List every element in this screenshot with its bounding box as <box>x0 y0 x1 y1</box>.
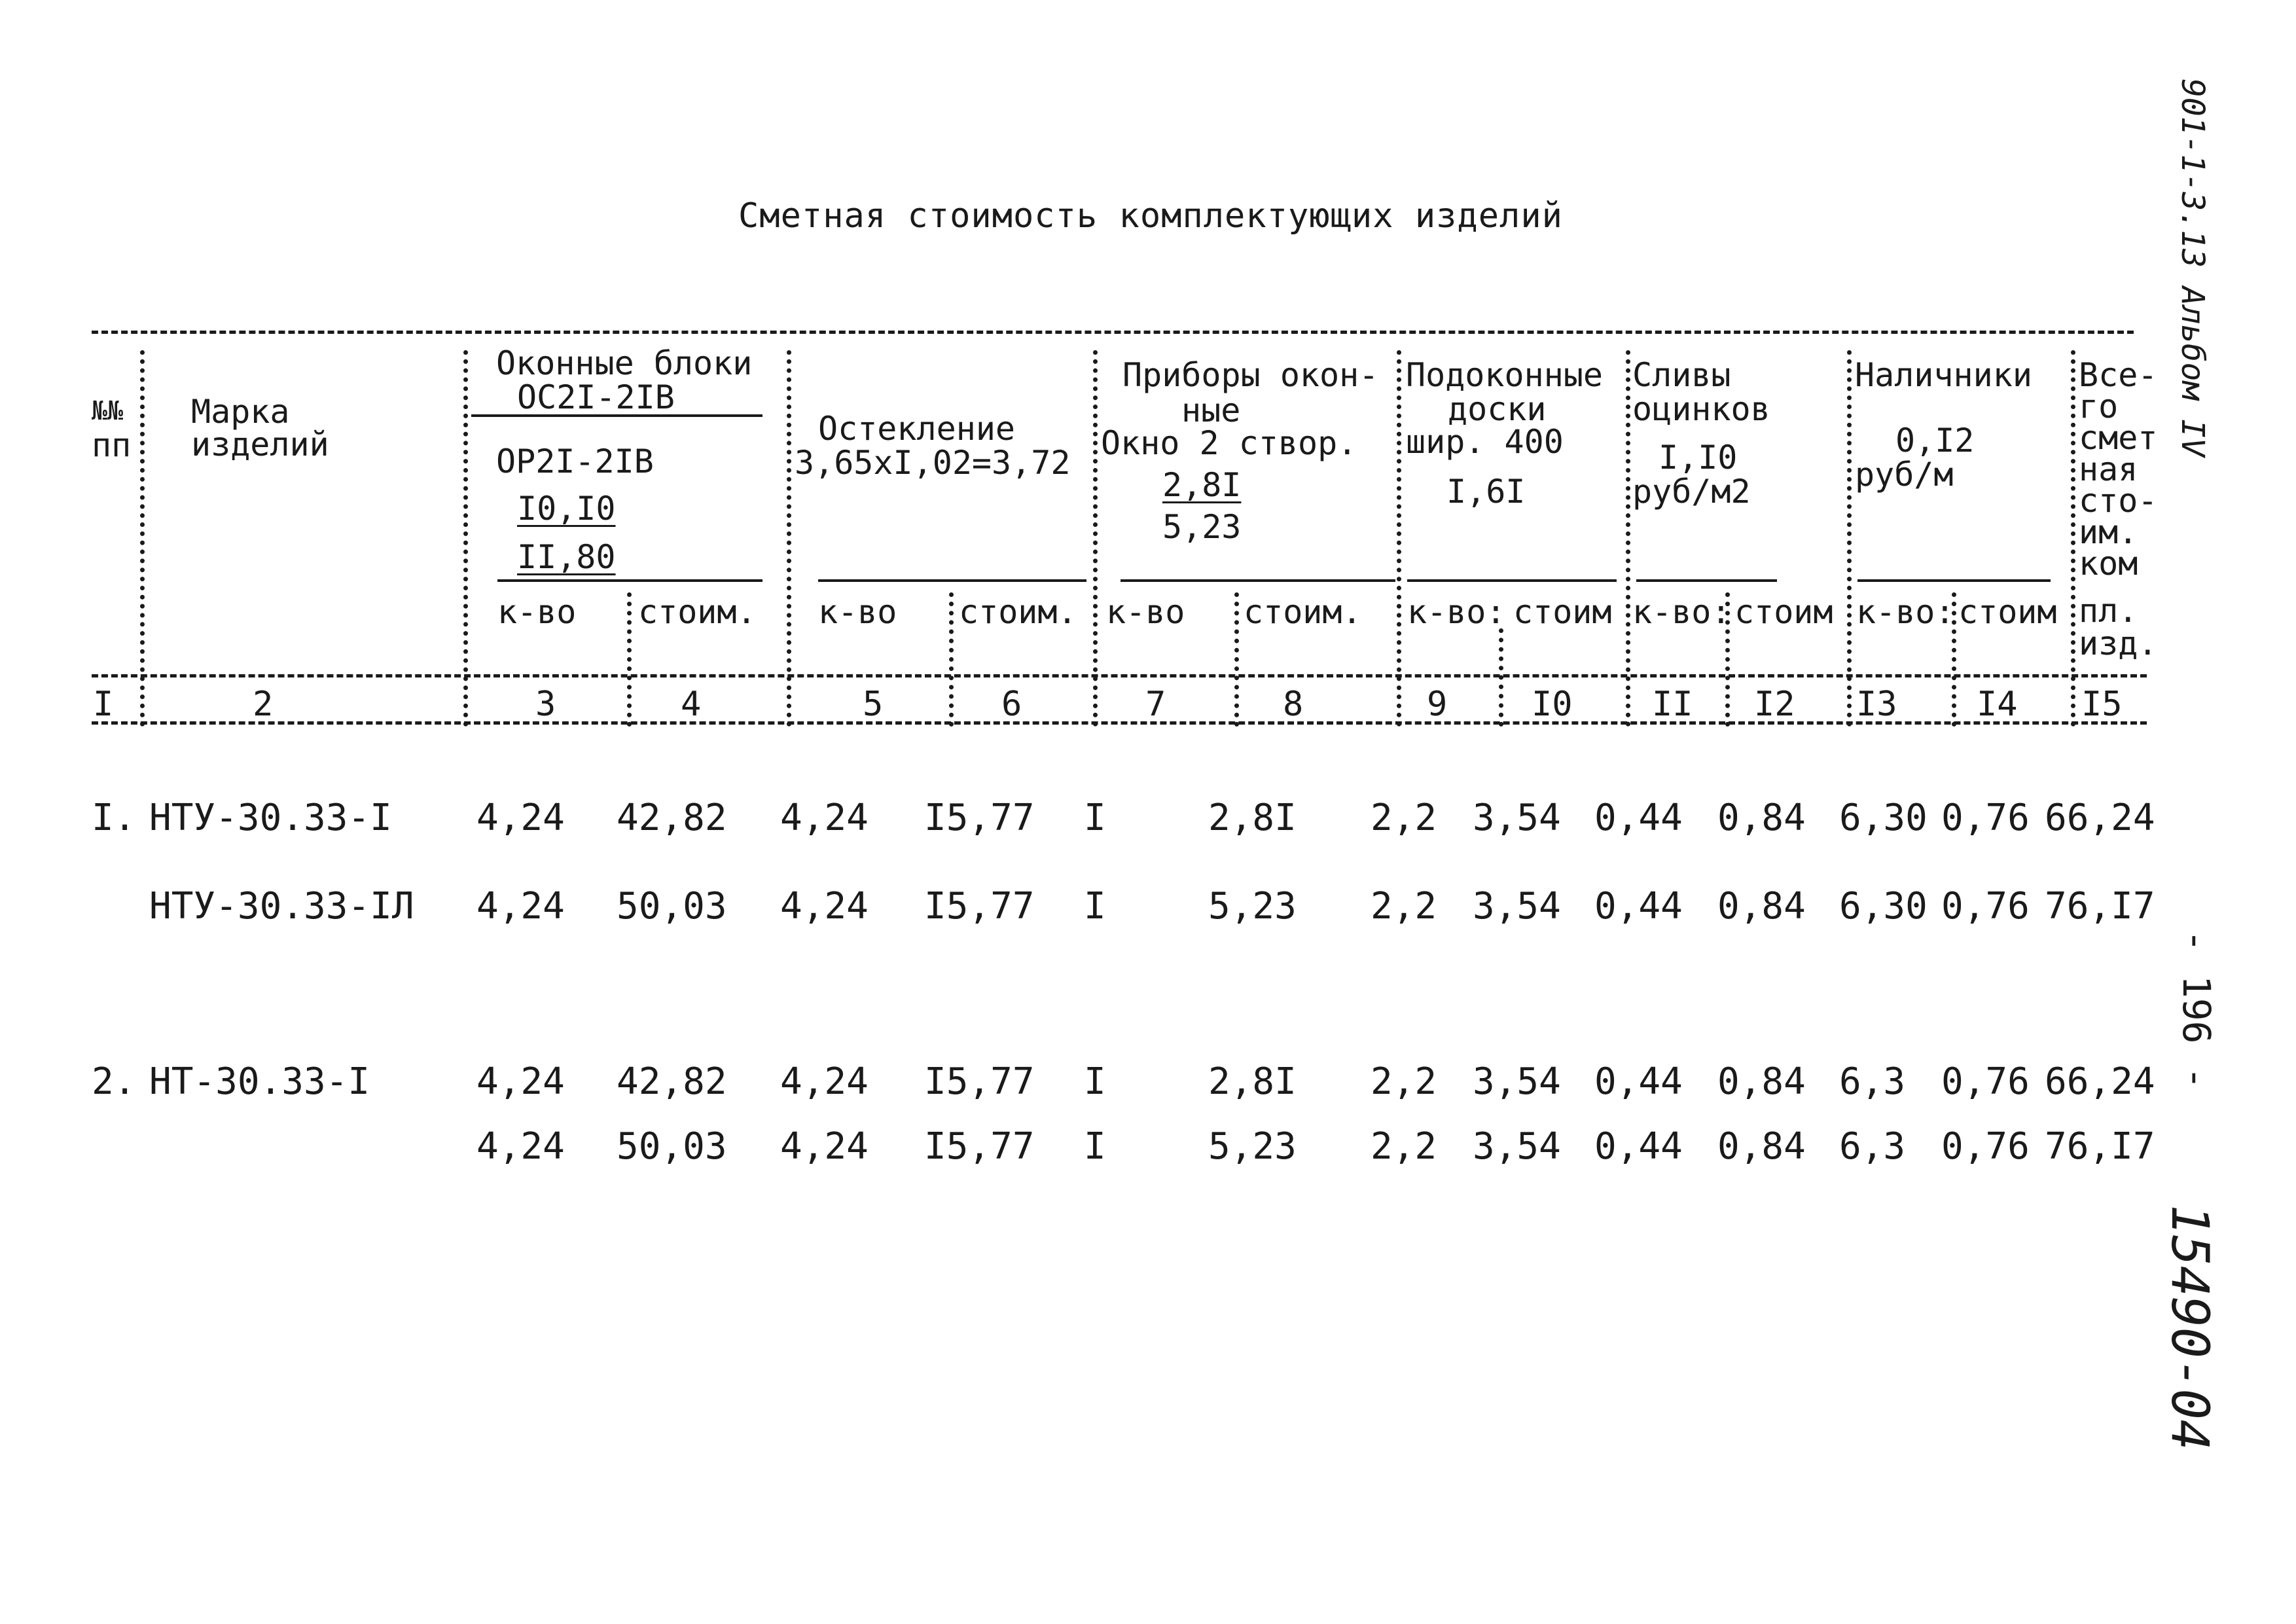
cell: 0,84 <box>1717 1125 1806 1168</box>
cell: 50,03 <box>617 885 727 928</box>
subheader-cost: стоим. <box>959 593 1077 631</box>
cell: 3,54 <box>1473 797 1561 839</box>
cell: 2,2 <box>1371 1125 1437 1168</box>
subheader-cost: стоим <box>1513 593 1612 631</box>
header-casings-unit: руб/м <box>1855 456 1954 494</box>
cell: I <box>1084 1125 1106 1168</box>
page-number: - 196 - <box>2174 929 2219 1090</box>
subheader-qty: к-во <box>818 593 897 631</box>
header-casings-title: Наличники <box>1855 356 2032 394</box>
header-top-rule <box>92 331 2134 334</box>
col-separator <box>463 350 468 727</box>
cell: 0,76 <box>1941 1060 2030 1103</box>
subheader-cost: стоим. <box>638 593 757 631</box>
cell: 0,76 <box>1941 797 2030 839</box>
col-number: 2 <box>253 685 274 724</box>
archive-number: 15490-04 <box>2160 1204 2219 1451</box>
cell: 6,30 <box>1839 885 1928 928</box>
cell: I <box>1084 1060 1106 1103</box>
col-separator <box>140 350 145 727</box>
col-number: I5 <box>2081 685 2123 724</box>
cell: 2,2 <box>1371 885 1437 928</box>
header-no-line1: №№ <box>92 396 124 426</box>
header-windows-brand: ОС2I-2IВ <box>517 378 675 416</box>
header-glazing-formula: 3,65хI,02=3,72 <box>795 444 1071 482</box>
col-number: 5 <box>863 685 884 724</box>
col-separator <box>2071 350 2075 727</box>
cell: 4,24 <box>780 1125 869 1168</box>
cell: 5,23 <box>1208 1125 1297 1168</box>
subheader-cost: стоим <box>1958 593 2057 631</box>
subheader-qty: к-во: <box>1407 593 1506 631</box>
header-drains-line2: оцинков <box>1632 390 1770 428</box>
group-underline <box>1857 579 2051 582</box>
cell: 66,24 <box>2045 797 2155 839</box>
header-drains-unit: руб/м2 <box>1632 473 1751 511</box>
subheader-qty: к-во: <box>1856 593 1955 631</box>
subheader-cost: стоим <box>1734 593 1833 631</box>
subcol-separator <box>1234 592 1239 727</box>
cell: 76,I7 <box>2045 1125 2155 1168</box>
col-number: II <box>1652 685 1693 724</box>
header-windows-sub: ОР2I-2IВ <box>496 442 654 480</box>
cell: I5,77 <box>924 1060 1035 1103</box>
cell: 4,24 <box>476 1060 565 1103</box>
col-separator <box>1397 350 1401 727</box>
header-sills-line3: шир. 400 <box>1406 423 1564 461</box>
row-mark: НТУ-30.33-IЛ <box>149 885 414 928</box>
subheader-qty: к-во <box>497 593 577 631</box>
header-total-7: пл. <box>2079 592 2138 630</box>
header-devices-price2: 5,23 <box>1162 508 1242 546</box>
header-sills-line2: доски <box>1448 390 1547 428</box>
header-total-3: ная <box>2079 450 2138 488</box>
cell: 4,24 <box>780 797 869 839</box>
header-mid-rule <box>92 674 2147 677</box>
col-number: 8 <box>1283 685 1304 724</box>
col-number: I0 <box>1532 685 1573 724</box>
group-underline <box>818 579 1086 582</box>
header-mark-line2: изделий <box>191 425 329 463</box>
page-title: Сметная стоимость комплектующих изделий <box>738 196 1563 236</box>
header-drains-line1: Сливы <box>1632 356 1731 394</box>
cell: 42,82 <box>617 1060 727 1103</box>
cell: 66,24 <box>2045 1060 2155 1103</box>
cell: 0,44 <box>1594 1125 1683 1168</box>
subcol-separator <box>949 592 954 727</box>
col-number: 4 <box>681 685 702 724</box>
col-number: I2 <box>1754 685 1795 724</box>
cell: 4,24 <box>476 1125 565 1168</box>
col-number: 7 <box>1145 685 1166 724</box>
col-separator <box>787 350 791 727</box>
header-glazing-title: Остекление <box>818 410 1016 448</box>
col-separator <box>1093 350 1098 727</box>
header-windows-price1: I0,I0 <box>517 490 616 528</box>
col-number: 6 <box>1001 685 1022 724</box>
cell: 0,44 <box>1594 1060 1683 1103</box>
cell: 4,24 <box>476 797 565 839</box>
cell: 0,76 <box>1941 885 2030 928</box>
header-sills-price: I,6I <box>1446 473 1526 511</box>
row-mark: НТУ-30.33-I <box>149 797 392 839</box>
header-bottom-rule <box>92 721 2147 725</box>
col-separator <box>1626 350 1630 727</box>
group-underline <box>1407 579 1617 582</box>
header-sills-line1: Подоконные <box>1406 356 1604 394</box>
subcol-separator <box>1499 628 1503 727</box>
cell: 2,2 <box>1371 1060 1437 1103</box>
header-total-6: ком <box>2079 545 2138 583</box>
header-total-2: смет <box>2079 419 2158 457</box>
subheader-qty: к-во <box>1106 593 1185 631</box>
row-mark: НТ-30.33-I <box>149 1060 370 1103</box>
cell: 4,24 <box>780 885 869 928</box>
cell: I5,77 <box>924 797 1035 839</box>
subcol-separator <box>627 592 632 727</box>
cell: 3,54 <box>1473 885 1561 928</box>
cell: 4,24 <box>780 1060 869 1103</box>
cell: 0,76 <box>1941 1125 2030 1168</box>
cell: 2,2 <box>1371 797 1437 839</box>
subheader-qty: к-во: <box>1632 593 1731 631</box>
cell: 2,8I <box>1208 797 1297 839</box>
header-total-5: им. <box>2079 513 2138 551</box>
header-total-4: сто- <box>2079 482 2158 520</box>
header-mark-line1: Марка <box>191 393 290 431</box>
header-devices-line2: ные <box>1181 391 1241 429</box>
cell: 0,84 <box>1717 797 1806 839</box>
cell: 0,44 <box>1594 885 1683 928</box>
cell: I <box>1084 797 1106 839</box>
cell: 4,24 <box>476 885 565 928</box>
col-separator <box>1847 350 1852 727</box>
header-windows-title: Оконные блоки <box>496 344 753 382</box>
header-devices-line3: Окно 2 створ. <box>1101 424 1357 462</box>
cell: 3,54 <box>1473 1125 1561 1168</box>
row-number: 2. <box>92 1060 136 1103</box>
cell: 6,30 <box>1839 797 1928 839</box>
header-devices-price1: 2,8I <box>1162 466 1242 504</box>
document-code-label: 901-1-3.13 Альбом IV <box>2174 79 2211 457</box>
header-devices-line1: Приборы окон- <box>1122 356 1379 394</box>
cell: 2,8I <box>1208 1060 1297 1103</box>
cell: I5,77 <box>924 1125 1035 1168</box>
cell: 0,84 <box>1717 1060 1806 1103</box>
cell: 6,3 <box>1839 1125 1906 1168</box>
header-total-8: изд. <box>2079 624 2158 662</box>
cell: 6,3 <box>1839 1060 1906 1103</box>
col-number: I <box>93 685 114 724</box>
subheader-cost: стоим. <box>1244 593 1362 631</box>
cell: 76,I7 <box>2045 885 2155 928</box>
cell: 50,03 <box>617 1125 727 1168</box>
header-no-line2: пп <box>92 426 132 464</box>
col-number: 9 <box>1427 685 1448 724</box>
col-number: 3 <box>535 685 556 724</box>
row-number: I. <box>92 797 136 839</box>
cell: 5,23 <box>1208 885 1297 928</box>
header-drains-price: I,I0 <box>1659 439 1738 477</box>
cell: I5,77 <box>924 885 1035 928</box>
cell: 42,82 <box>617 797 727 839</box>
group-underline <box>497 579 762 582</box>
header-total-1: го <box>2079 388 2119 425</box>
group-underline <box>1121 579 1395 582</box>
group-underline <box>1636 579 1777 582</box>
header-total-0: Все- <box>2079 356 2158 394</box>
header-casings-price: 0,I2 <box>1895 422 1975 460</box>
cell: 0,84 <box>1717 885 1806 928</box>
cell: 0,44 <box>1594 797 1683 839</box>
cell: I <box>1084 885 1106 928</box>
col-number: I3 <box>1856 685 1897 724</box>
col-number: I4 <box>1977 685 2018 724</box>
header-windows-price2: II,80 <box>517 538 616 576</box>
cell: 3,54 <box>1473 1060 1561 1103</box>
